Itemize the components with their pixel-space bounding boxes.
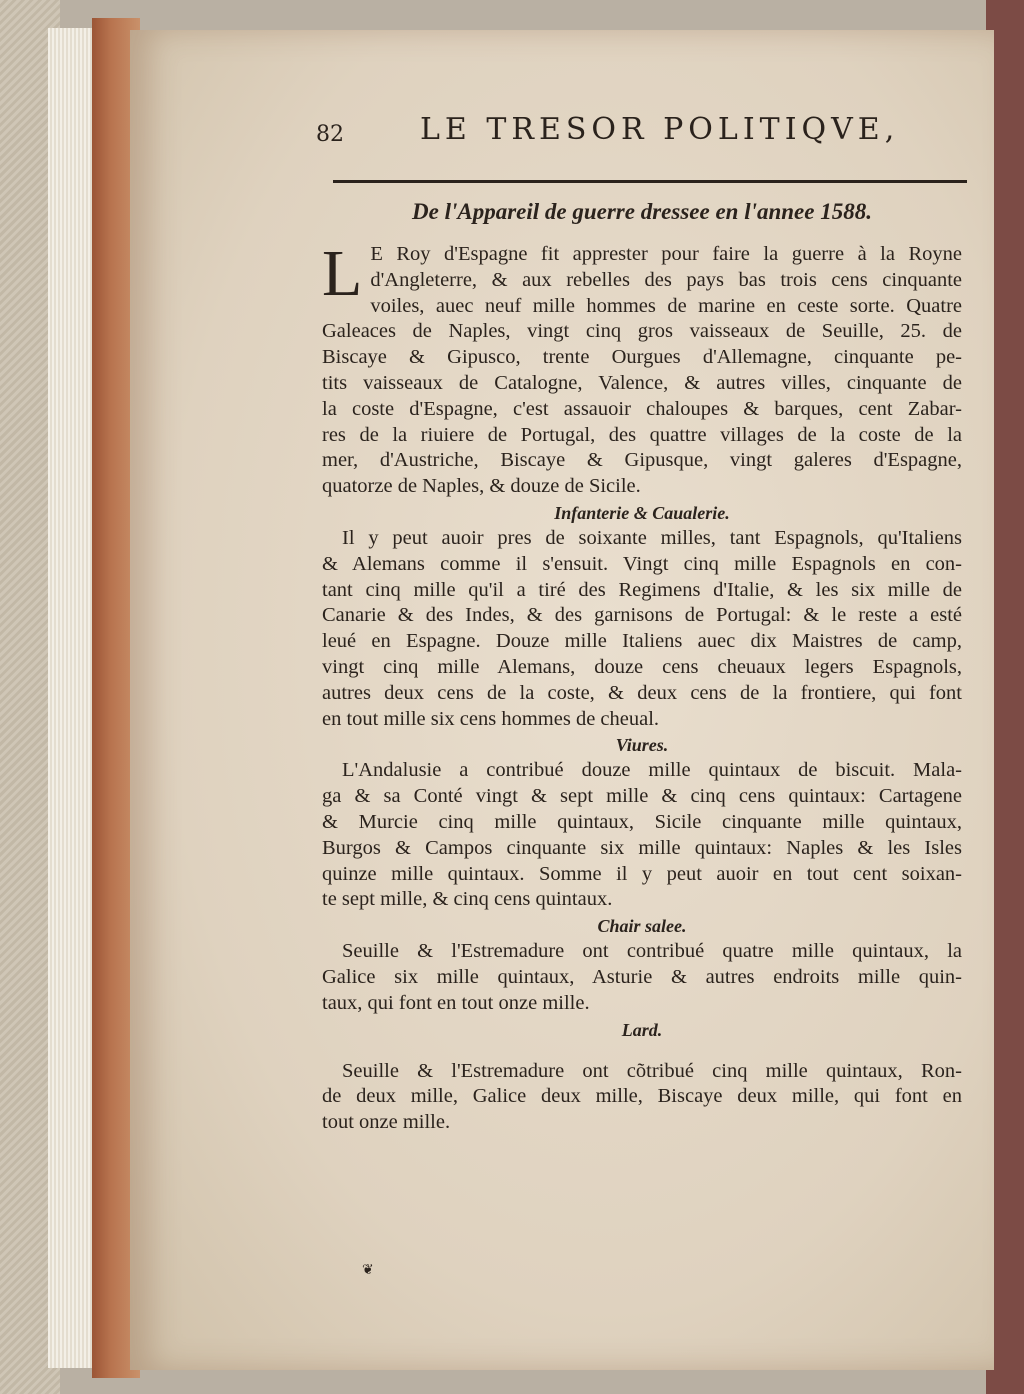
text-line: tout onze mille. [322, 1111, 451, 1134]
text-line: Il y peut auoir pres de soixante milles, tant Espagnols, qu'Italiens [342, 526, 962, 549]
ornament-icon: ❦ [362, 1262, 374, 1278]
running-title: LE TRESOR POLITIQVE, [420, 112, 900, 147]
text-line: taux, qui font en tout onze mille. [322, 991, 590, 1014]
section-heading-chair-salee: Chair salee. [597, 916, 687, 937]
text-line: & Alemans comme il s'ensuit. Vingt cinq mille Espagnols en con- [322, 552, 962, 575]
text-line: tant cinq mille qu'il a tiré des Regimens d'Italie, & les six mille de [322, 578, 962, 601]
text-line: Canarie & des Indes, & des garnisons de Portugal: & le reste a esté [322, 604, 962, 627]
text-line: de deux mille, Galice deux mille, Biscaye deux mille, qui font en [322, 1085, 962, 1108]
text-line: Galeaces de Naples, vingt cinq gros vaisseaux de Seuille, 25. de [322, 320, 962, 343]
section-heading-viures: Viures. [615, 735, 669, 756]
text-line: voiles, auec neuf mille hommes de marine en ceste sorte. Quatre [370, 294, 962, 317]
page-header [180, 104, 900, 148]
text-line: quinze mille quintaux. Somme il y peut auoir en tout cent soixan- [322, 862, 962, 885]
text-line: res de la riuiere de Portugal, des quattre villages de la coste de la [322, 423, 962, 446]
text-line: te sept mille, & cinq cens quintaux. [322, 888, 613, 911]
chapter-title: De l'Appareil de guerre dressee en l'annee 1588. [412, 199, 872, 224]
text-line: & Murcie cinq mille quintaux, Sicile cinquante mille quintaux, [322, 810, 962, 833]
section-paragraph-chair-salee [322, 939, 962, 1016]
text-line: la coste d'Espagne, c'est assauoir chaloupes & barques, cent Zabar- [322, 397, 962, 420]
section-paragraph-infanterie [322, 526, 962, 732]
text-line: Galice six mille quintaux, Asturie & autres endroits mille quin- [322, 965, 962, 988]
text-line: Biscaye & Gipusco, trente Ourgues d'Allemagne, cinquante pe- [322, 346, 962, 369]
intro-paragraph [322, 237, 962, 500]
text-line: tits vaisseaux de Catalogne, Valence, & autres villes, cinquante de [322, 371, 962, 394]
text-line: Burgos & Campos cinquante six mille quintaux: Naples & les Isles [322, 836, 962, 859]
text-line: mer, d'Austriche, Biscaye & Gipusque, vingt galeres d'Espagne, [322, 449, 962, 472]
page-number: 82 [316, 122, 344, 147]
text-line: quatorze de Naples, & douze de Sicile. [322, 475, 641, 498]
drop-cap: L [322, 237, 363, 310]
spacer [322, 1043, 962, 1059]
section-paragraph-lard [322, 1059, 962, 1136]
text-line: Seuille & l'Estremadure ont contribué quatre mille quintaux, la [342, 940, 962, 963]
text-line: Seuille & l'Estremadure ont cõtribué cinq mille quintaux, Ron- [342, 1059, 962, 1082]
text-line: L'Andalusie a contribué douze mille quintaux de biscuit. Mala- [342, 759, 962, 782]
text-line: E Roy d'Espagne fit apprester pour faire la guerre à la Royne [370, 243, 962, 265]
section-heading-lard: Lard. [621, 1019, 663, 1040]
text-line: d'Angleterre, & aux rebelles des pays bas trois cens cinquante [370, 268, 962, 291]
text-block [322, 196, 962, 1136]
text-line: ga & sa Conté vingt & sept mille & cinq cens quintaux: Cartagene [322, 785, 962, 808]
section-paragraph-viures [322, 758, 962, 913]
text-line: vingt cinq mille Alemans, douze cens cheuaux legers Espagnols, [322, 655, 962, 678]
text-line: autres deux cens de la coste, & deux cens de la frontiere, qui font [322, 681, 962, 704]
text-line: leué en Espagne. Douze mille Italiens auec dix Maistres de camp, [322, 630, 962, 653]
header-rule [333, 180, 967, 183]
text-line: en tout mille six cens hommes de cheual. [322, 707, 660, 730]
section-heading-infanterie: Infanterie & Caualerie. [554, 502, 730, 523]
